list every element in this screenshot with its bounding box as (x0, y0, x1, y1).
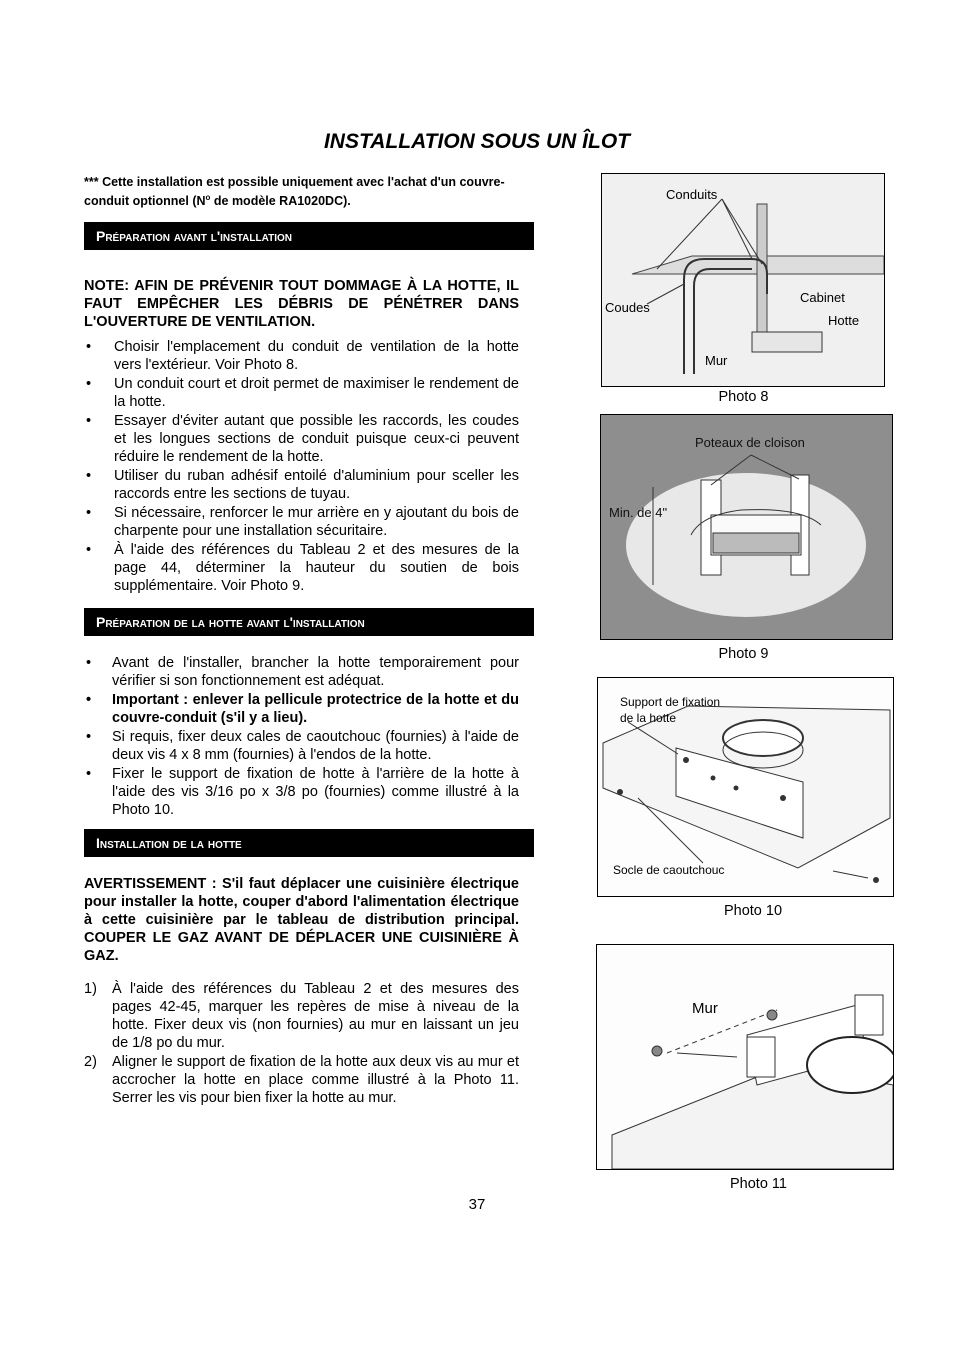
list-item (84, 765, 519, 819)
bullet: • (86, 692, 92, 708)
intro-sup: o (205, 193, 211, 202)
list-item-text: Un conduit court et droit permet de maximiser le rendement de la hotte. (114, 376, 519, 410)
list-item (84, 541, 519, 595)
label-mur: Mur (705, 353, 728, 368)
bullet: • (86, 376, 92, 392)
wall-mount-diagram (597, 945, 893, 1169)
step-number: 1) (84, 981, 97, 997)
intro-line-2b: de modèle RA1020DC). (210, 194, 351, 209)
list-item-text: À l'aide des références du Tableau 2 et des mesures de la page 44, déterminer la hauteur du soutien de bois supplémentaire. Voir Photo 9. (114, 542, 519, 594)
label-support-1: Support de fixation (620, 695, 721, 709)
page-number: 37 (468, 1196, 486, 1213)
bullet: • (86, 413, 92, 429)
intro-line-2a: conduit optionnel (N (84, 194, 206, 209)
step-number: 2) (84, 1054, 97, 1070)
label-min: Min. de 4" (609, 505, 668, 520)
list-item (84, 654, 519, 690)
installation-steps (84, 980, 519, 1108)
list-item-text: Essayer d'éviter autant que possible les raccords, les coudes et les longues sections de conduit puisque ceux-ci peuvent réduire le rendement de la hotte. (114, 413, 519, 465)
list-item-text: Choisir l'emplacement du conduit de ventilation de la hotte vers l'extérieur. Voir Photo 8. (114, 339, 519, 373)
bullet: • (86, 339, 92, 355)
caption-photo-9: Photo 9 (718, 646, 769, 662)
step-text: À l'aide des références du Tableau 2 et des mesures des pages 42-45, marquer les repères de mise à niveau de la hotte. Fixer deux vis (non fournies) au mur en laissant un jeu de 1/8 po du mur. (112, 981, 519, 1051)
photo-9 (600, 414, 893, 640)
intro-note (84, 175, 560, 209)
photo-8 (601, 173, 885, 387)
photo-11 (596, 944, 894, 1170)
bullet: • (86, 729, 92, 745)
photo-10 (597, 677, 894, 897)
caption-photo-11: Photo 11 (730, 1176, 787, 1192)
label-hotte: Hotte (828, 313, 860, 328)
label-socle: Socle de caoutchouc (613, 863, 725, 877)
label-support-2: de la hotte (620, 711, 677, 725)
list-item (84, 375, 519, 411)
bullet: • (86, 655, 92, 671)
list-item (84, 691, 519, 727)
list-item (84, 467, 519, 503)
label-mur-11: Mur (692, 1000, 718, 1017)
bullet: • (86, 505, 92, 521)
label-cabinet: Cabinet (800, 290, 845, 305)
bullet: • (86, 542, 92, 558)
framing-diagram (601, 415, 892, 639)
list-item-text: Important : enlever la pellicule protectrice de la hotte et du couvre-conduit (s'il y a lieu). (112, 692, 519, 726)
list-item-text: Utiliser du ruban adhésif entoilé d'aluminium pour sceller les raccords entre les sections de tuyau. (114, 468, 519, 502)
caption-photo-10: Photo 10 (723, 903, 783, 919)
step-item (84, 980, 519, 1052)
list-item-text: Avant de l'installer, brancher la hotte temporairement pour vérifier si son fonctionnement est adéquat. (112, 655, 519, 689)
bullet: • (86, 766, 92, 782)
section-header-preparation: Préparation avant l'installation (84, 222, 534, 250)
list-item-text: Si nécessaire, renforcer le mur arrière en y ajoutant du bois de charpente pour une installation sécuritaire. (114, 505, 519, 539)
preparation-list (84, 338, 519, 596)
section-header-hood-preparation: Préparation de la hotte avant l'installation (84, 608, 534, 636)
warning-text: AVERTISSEMENT : S'il faut déplacer une cuisinière électrique pour installer la hotte, couper d'abord l'alimentation électrique à cette cuisinière par le tableau de distribution principal. COUPER LE GAZ AVANT DE DÉPLACER UNE CUISINIÈRE À GAZ. (84, 876, 519, 964)
intro-line-2 (84, 190, 560, 209)
step-text: Aligner le support de fixation de la hotte aux deux vis au mur et accrocher la hotte en place comme illustré à la Photo 11. Serrer les vis pour bien fixer la hotte au mur. (112, 1054, 519, 1106)
intro-line-1: *** Cette installation est possible uniquement avec l'achat d'un couvre- (84, 175, 505, 189)
note-warning: NOTE: AFIN DE PRÉVENIR TOUT DOMMAGE À LA HOTTE, IL FAUT EMPÊCHER LES DÉBRIS DE PÉNÉTRER DANS L'OUVERTURE DE VENTILATION. (84, 278, 519, 330)
list-item (84, 338, 519, 374)
hood-preparation-list (84, 654, 519, 820)
list-item (84, 728, 519, 764)
section-header-installation: Installation de la hotte (84, 829, 534, 857)
list-item (84, 412, 519, 466)
label-conduits: Conduits (666, 187, 718, 202)
page-title: INSTALLATION SOUS UN ÎLOT (323, 130, 631, 153)
bullet: • (86, 468, 92, 484)
bracket-diagram (598, 678, 893, 896)
caption-photo-8: Photo 8 (718, 389, 769, 405)
label-poteaux: Poteaux de cloison (695, 435, 805, 450)
list-item-text: Si requis, fixer deux cales de caoutchouc (fournies) à l'aide de deux vis 4 x 8 mm (fournies) à l'endos de la hotte. (112, 729, 519, 763)
step-item (84, 1053, 519, 1107)
duct-diagram (602, 174, 884, 386)
label-coudes: Coudes (605, 300, 650, 315)
list-item (84, 504, 519, 540)
list-item-text: Fixer le support de fixation de hotte à l'arrière de la hotte à l'aide des vis 3/16 po x 3/8 po (fournies) comme illustré à la Photo 10. (112, 766, 519, 818)
